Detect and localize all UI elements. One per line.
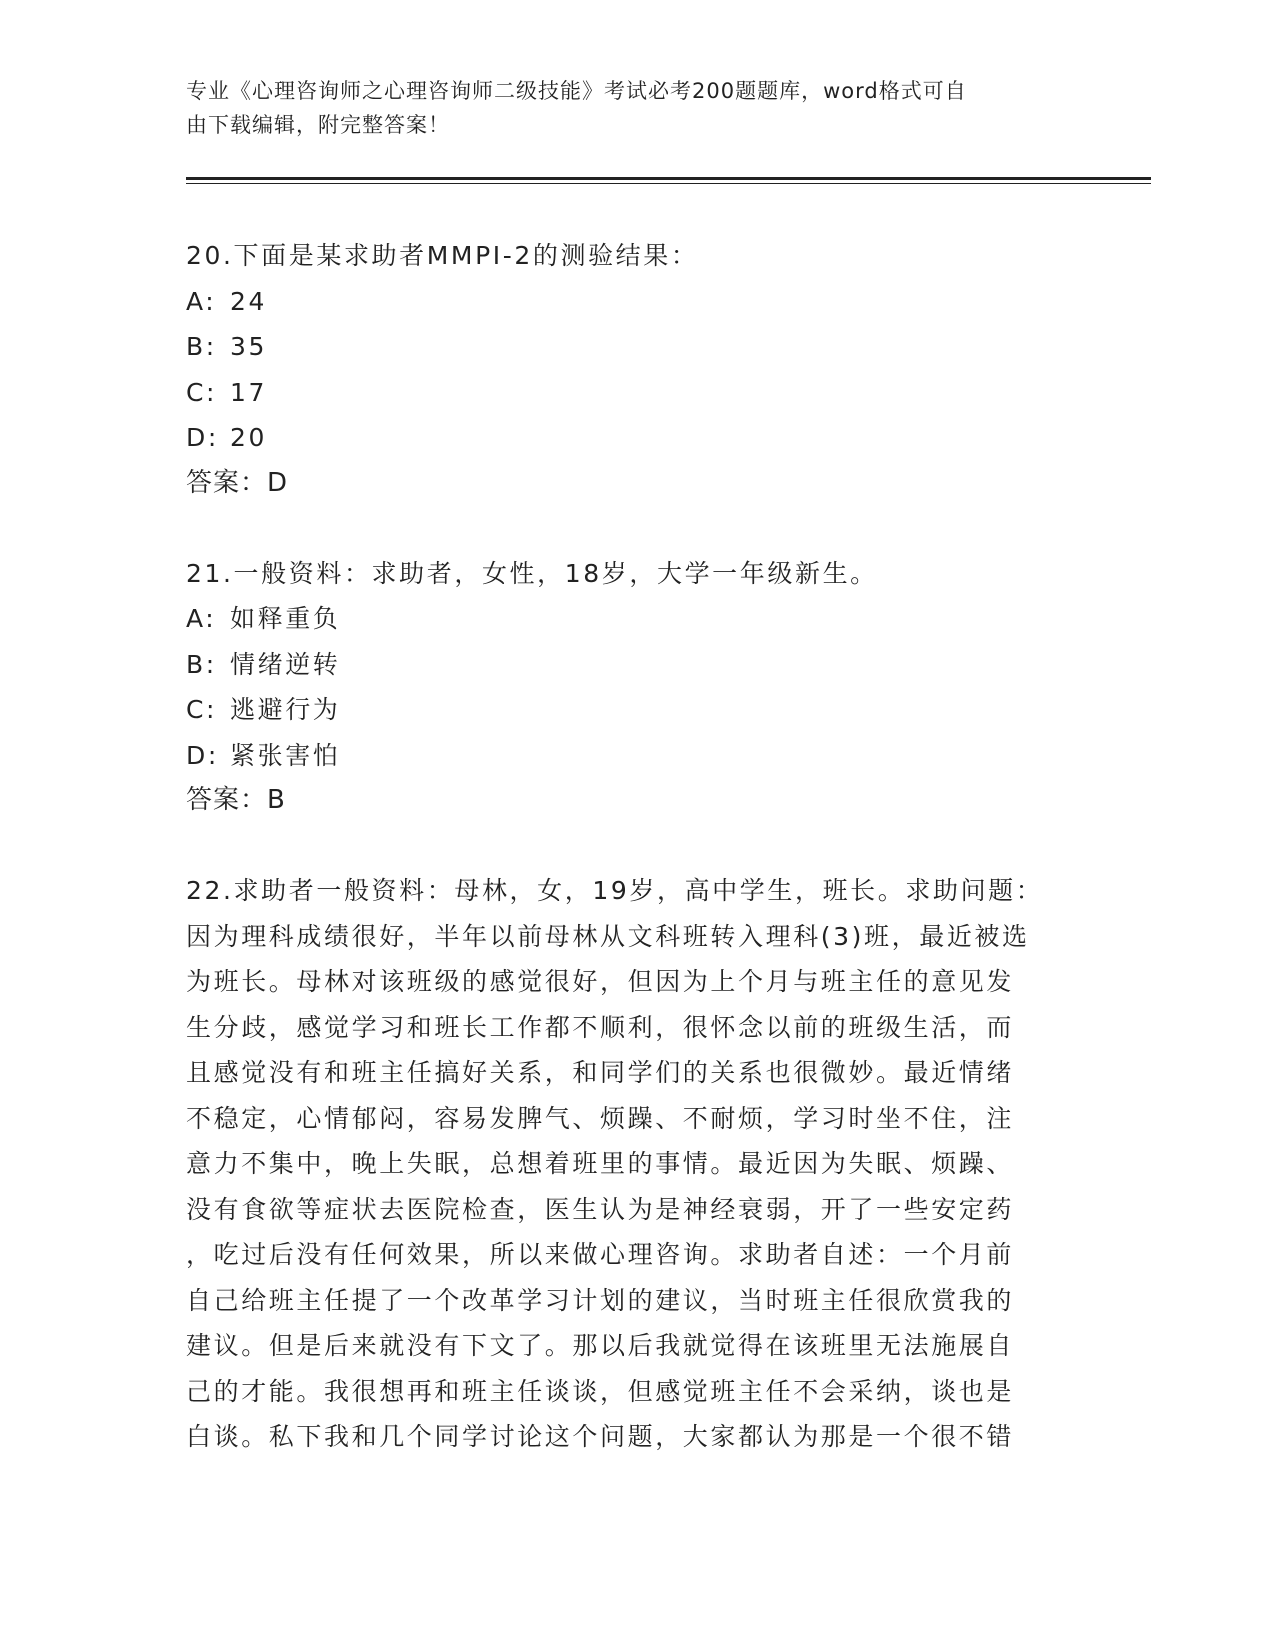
option-text: 情绪逆转 — [230, 649, 341, 679]
option-text: 35 — [230, 332, 268, 361]
question-stem-line: 意力不集中，晚上失眠，总想着班里的事情。最近因为失眠、烦躁、 — [186, 1149, 1015, 1178]
option-c — [186, 370, 1086, 416]
question-22 — [186, 868, 1066, 1460]
option-key: D: — [186, 740, 219, 770]
question-stem-line: 为班长。母林对该班级的感觉很好，但因为上个月与班主任的意见发 — [186, 967, 1015, 996]
question-21 — [186, 551, 1086, 824]
option-c — [186, 687, 1086, 733]
option-a — [186, 279, 1086, 325]
option-b — [186, 324, 1086, 370]
option-key: C: — [186, 377, 218, 407]
option-d — [186, 733, 1086, 779]
document-header — [186, 74, 1066, 142]
question-stem-line: 建议。但是后来就没有下文了。那以后我就觉得在该班里无法施展自 — [186, 1331, 1015, 1360]
question-stem-line: 因为理科成绩很好，半年以前母林从文科班转入理科(3)班，最近被选 — [186, 921, 1030, 951]
question-stem-line: 没有食欲等症状去医院检查，医生认为是神经衰弱，开了一些安定药 — [186, 1194, 1015, 1224]
question-stem-line: 生分歧，感觉学习和班长工作都不顺利，很怀念以前的班级生活，而 — [186, 1012, 1015, 1042]
answer-text: 答案：B — [186, 785, 286, 815]
question-stem: 20.下面是某求助者MMPI-2的测验结果： — [186, 241, 699, 270]
option-key: D: — [186, 423, 219, 452]
option-b — [186, 642, 1086, 688]
option-key: B: — [186, 332, 217, 361]
question-stem: 21.一般资料：求助者，女性，18岁，大学一年级新生。 — [186, 558, 878, 588]
question-stem-line: 自己给班主任提了一个改革学习计划的建议，当时班主任很欣赏我的 — [186, 1285, 1015, 1315]
question-stem-line: 己的才能。我很想再和班主任谈谈，但感觉班主任不会采纳，谈也是 — [186, 1376, 1015, 1406]
option-text: 逃避行为 — [230, 695, 341, 724]
option-a — [186, 596, 1086, 642]
header-divider-thin — [186, 183, 1151, 184]
question-stem-line: 22.求助者一般资料：母林，女，19岁，高中学生，班长。求助问题： — [186, 876, 1044, 905]
question-list — [186, 233, 1086, 1505]
question-stem-line: 且感觉没有和班主任搞好关系，和同学们的关系也很微妙。最近情绪 — [186, 1058, 1015, 1087]
option-key: A: — [186, 286, 217, 316]
question-stem-line: 不稳定，心情郁闷，容易发脾气、烦躁、不耐烦，学习时坐不住，注 — [186, 1103, 1015, 1133]
answer-text: 答案：D — [186, 467, 289, 498]
header-line-1: 专业《心理咨询师之心理咨询师二级技能》考试必考200题题库，word格式可自 — [186, 79, 967, 103]
option-key: A: — [186, 604, 217, 633]
option-d — [186, 415, 1086, 461]
header-divider-thick — [186, 177, 1151, 180]
option-key: C: — [186, 695, 218, 724]
option-text: 如释重负 — [230, 604, 341, 633]
option-text: 紧张害怕 — [230, 740, 341, 770]
option-text: 24 — [230, 286, 268, 316]
option-text: 20 — [230, 423, 268, 452]
question-stem-line: 白谈。私下我和几个同学讨论这个问题，大家都认为那是一个很不错 — [186, 1422, 1015, 1451]
question-20 — [186, 233, 1086, 506]
question-stem-line: ，吃过后没有任何效果，所以来做心理咨询。求助者自述：一个月前 — [186, 1240, 1015, 1269]
option-text: 17 — [230, 377, 268, 407]
header-line-2: 由下载编辑，附完整答案！ — [186, 113, 450, 137]
option-key: B: — [186, 649, 217, 679]
